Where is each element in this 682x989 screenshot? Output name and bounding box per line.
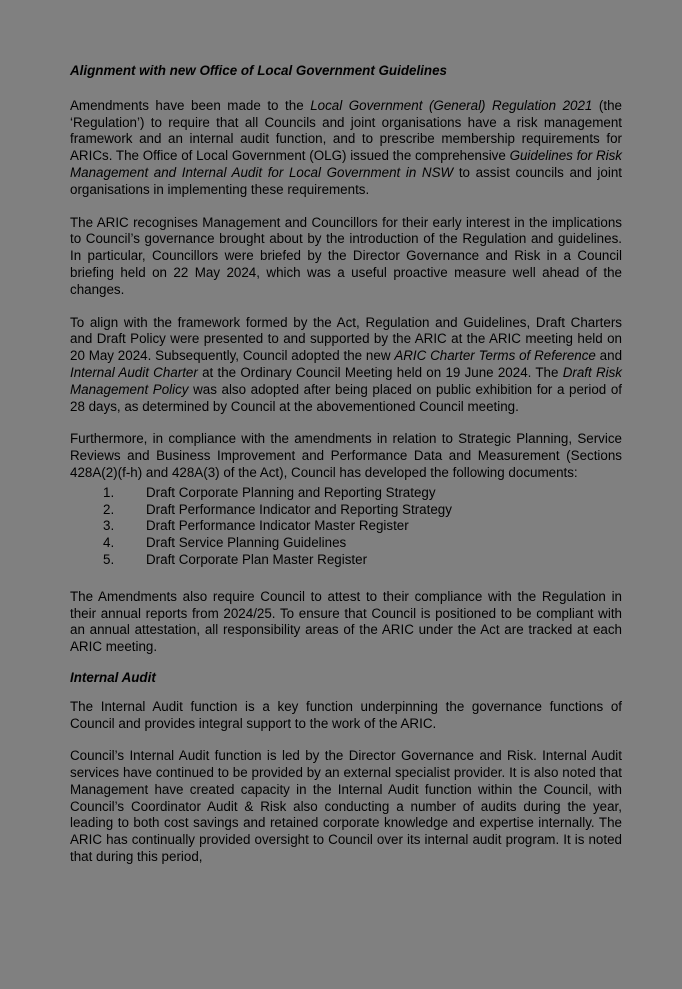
list-item-label: Draft Service Planning Guidelines: [146, 535, 347, 551]
developed-documents-list: [70, 485, 622, 569]
italic-guidelines-title: Guidelines for Risk Management and Internal Audit for Local Government in NSW: [70, 148, 622, 180]
text-segment: To align with the framework formed by the Act, Regulation and Guidelines, Draft Charters and Draft Policy were presented to and supported by the ARIC at the ARIC meeting held on 20 May 2024. Subsequently, Council adopted the new: [70, 314, 622, 364]
text-segment: (the ‘Regulation’) to require that all Councils and joint organisations have a risk management framework and an internal audit function, and to prescribe membership requirements for ARICs. The Office of Local Government (OLG) issued the comprehensive: [70, 97, 622, 164]
list-number: 4.: [103, 535, 115, 551]
italic-risk-policy-title: Draft Risk Management Policy: [70, 364, 623, 397]
text-segment: Amendments have been made to the: [70, 97, 311, 113]
list-number: 2.: [103, 501, 115, 517]
list-number: 5.: [103, 551, 115, 567]
list-item-corporate-plan-register: [70, 552, 622, 569]
list-item-performance-indicator-register: [70, 518, 622, 535]
list-item-label: Draft Corporate Plan Master Register: [146, 551, 368, 567]
paragraph-amendments: [70, 98, 622, 199]
italic-regulation-title: Local Government (General) Regulation 2021: [310, 97, 593, 113]
text-segment: at the Ordinary Council Meeting held on 19 June 2024. The: [197, 364, 563, 380]
list-item-corporate-planning-strategy: [70, 485, 622, 502]
paragraph-internal-audit-detail: Council’s Internal Audit function is led by the Director Governance and Risk. Internal Audit services have continued to be provided by an external specialist provider. It is also noted that Management have created capacity in the Internal Audit function within the Council, with Council’s Coordinator Audit & Risk also conducting a number of audits during the year, leading to both cost savings and retained corporate knowledge and expertise internally. The ARIC has continually provided oversight to Council over its internal audit program. It is noted that during this period,: [70, 748, 622, 865]
text-segment: to assist councils and joint organisations in implementing these requirements.: [70, 164, 622, 197]
paragraph-framework-alignment: [70, 315, 622, 416]
text-segment: was also adopted after being placed on public exhibition for a period of 28 days, as determined by Council at the abovementioned Council meeting.: [70, 381, 622, 414]
list-item-label: Draft Performance Indicator and Reporting Strategy: [146, 501, 452, 517]
list-item-label: Draft Performance Indicator Master Register: [146, 518, 409, 534]
paragraph-internal-audit-intro: The Internal Audit function is a key function underpinning the governance functions of Council and provides integral support to the work of the ARIC.: [70, 698, 622, 731]
italic-aric-charter-title: ARIC Charter Terms of Reference: [394, 348, 596, 364]
list-item-performance-indicator-strategy: [70, 502, 622, 519]
paragraph-attestation: The Amendments also require Council to attest to their compliance with the Regulation in their annual reports from 2024/25. To ensure that Council is positioned to be compliant with an annual attestation, all responsibility areas of the ARIC under the Act are tracked at each ARIC meeting.: [70, 588, 622, 655]
section-heading-olg-guidelines: Alignment with new Office of Local Government Guidelines: [70, 63, 447, 78]
paragraph-compliance-amendments: Furthermore, in compliance with the amendments in relation to Strategic Planning, Service Reviews and Business Improvement and Performance Data and Measurement (Sections 428A(2)(f-h) and 428A(3) of the Act), Council has developed the following documents:: [70, 431, 622, 480]
list-number: 3.: [103, 518, 115, 534]
list-item-service-planning-guidelines: [70, 535, 622, 552]
list-number: 1.: [103, 484, 115, 500]
text-segment: and: [595, 348, 623, 364]
list-item-label: Draft Corporate Planning and Reporting Strategy: [146, 484, 436, 500]
italic-internal-audit-charter-title: Internal Audit Charter: [70, 364, 198, 380]
section-heading-internal-audit: Internal Audit: [70, 669, 156, 685]
paragraph-aric-recognition: The ARIC recognises Management and Councillors for their early interest in the implications to Council’s governance brought about by the introduction of the Regulation and guidelines. In particular, Councillors were briefed by the Director Governance and Risk in a Council briefing held on 22 May 2024, which was a useful proactive measure well ahead of the changes.: [70, 214, 622, 297]
